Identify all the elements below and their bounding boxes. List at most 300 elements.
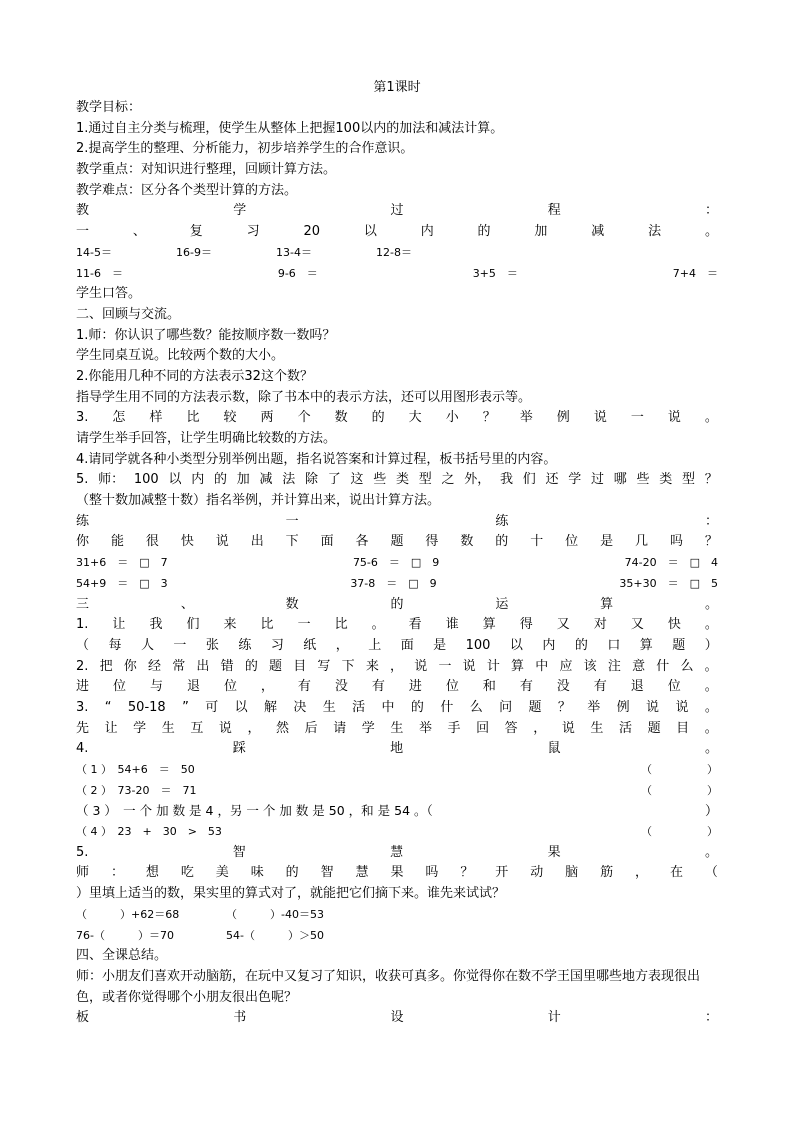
text-token: 举 bbox=[418, 720, 432, 736]
text-token: 4. bbox=[76, 741, 89, 757]
text-token: 写 bbox=[317, 658, 331, 674]
compute-5-prompt bbox=[76, 863, 718, 884]
text-token: 活 bbox=[618, 720, 632, 736]
text-token: 以 bbox=[363, 224, 377, 240]
text-token: 么 bbox=[469, 699, 483, 715]
text-token: 退 bbox=[186, 679, 200, 695]
text-token: 练 bbox=[495, 513, 509, 529]
text-token: 内 bbox=[191, 472, 205, 488]
fill-row-1 bbox=[76, 905, 718, 926]
text-token: 面 bbox=[320, 534, 334, 550]
text-token: 解 bbox=[263, 699, 277, 715]
text-token: 说 bbox=[675, 699, 689, 715]
text-token: 先 bbox=[76, 720, 90, 736]
text-token: 减 bbox=[259, 472, 273, 488]
text-token: 内 bbox=[420, 224, 434, 240]
question-4: 4.请同学就各种小类型分别举例出题，指名说答案和计算过程，板书括号里的内容。 bbox=[76, 451, 557, 467]
text-token: 50-18 bbox=[127, 699, 166, 715]
text-token: 位 bbox=[667, 679, 681, 695]
text-token: 味 bbox=[250, 865, 264, 881]
text-token: 生 bbox=[161, 720, 175, 736]
text-token: 师： bbox=[98, 472, 125, 488]
text-token: 了 bbox=[327, 472, 341, 488]
text-token: ： bbox=[704, 1010, 718, 1026]
text-token: 我 bbox=[499, 472, 513, 488]
text-token: 果 bbox=[390, 865, 404, 881]
text-token: 。 bbox=[704, 720, 718, 736]
text-token: 慧 bbox=[390, 844, 404, 860]
text-token: ？ bbox=[704, 472, 718, 488]
text-token: 、 bbox=[180, 596, 194, 612]
question-2-answer: 指导学生用不同的方法表示数，除了书本中的表示方法，还可以用图形表示等。 bbox=[76, 389, 532, 405]
text-token: 一 bbox=[285, 513, 299, 529]
text-token: 活 bbox=[352, 699, 366, 715]
text-token: 智 bbox=[320, 865, 334, 881]
judge-answer-box: ） bbox=[704, 804, 718, 820]
text-token: 该 bbox=[583, 658, 597, 674]
text-token: 没 bbox=[334, 679, 348, 695]
fill-row-2 bbox=[76, 926, 718, 947]
text-token: 谁 bbox=[445, 617, 459, 633]
text-token: 题 bbox=[269, 658, 283, 674]
fill-item: 76-（ ）＝70 bbox=[76, 928, 174, 942]
text-token: 得 bbox=[519, 617, 533, 633]
text-token: 又 bbox=[630, 617, 644, 633]
question-3 bbox=[76, 408, 718, 429]
text-token: ？ bbox=[704, 534, 718, 550]
text-token: 又 bbox=[556, 617, 570, 633]
text-token: 来 bbox=[365, 658, 379, 674]
question-1-answer: 学生同桌互说。比较两个数的大小。 bbox=[76, 348, 285, 364]
text-token: 习 bbox=[270, 637, 284, 653]
text-token: 。 bbox=[704, 224, 718, 240]
text-token: 例 bbox=[616, 699, 630, 715]
text-token: 、 bbox=[132, 224, 146, 240]
text-token: 。 bbox=[371, 617, 385, 633]
text-token: 。 bbox=[704, 617, 718, 633]
text-token: 一 bbox=[438, 658, 452, 674]
text-token: 下 bbox=[341, 658, 355, 674]
text-token: 手 bbox=[447, 720, 461, 736]
text-token: 有 bbox=[371, 679, 385, 695]
calc-row-2 bbox=[76, 264, 718, 285]
text-token: ， bbox=[390, 658, 404, 674]
process-heading bbox=[76, 201, 718, 222]
text-token: 过 bbox=[390, 203, 404, 219]
text-token: 练 bbox=[76, 513, 90, 529]
text-token: 每 bbox=[108, 637, 122, 653]
calc-item: 9-6 ＝ bbox=[277, 266, 318, 280]
text-token: 可 bbox=[205, 699, 219, 715]
compute-5-heading bbox=[76, 843, 718, 864]
text-token: 退 bbox=[630, 679, 644, 695]
practice-item: 37-8 ＝ □ 9 bbox=[350, 576, 437, 590]
text-token: 型 bbox=[418, 472, 432, 488]
text-token: 3. bbox=[76, 699, 89, 715]
text-token: 。 bbox=[704, 741, 718, 757]
text-token: 一 bbox=[76, 224, 90, 240]
goal-2: 2.提高学生的整理、分析能力，初步培养学生的合作意识。 bbox=[76, 141, 414, 157]
text-token: 师 bbox=[76, 865, 90, 881]
text-token: 数 bbox=[460, 534, 474, 550]
text-token: 哪 bbox=[613, 472, 627, 488]
text-token: （ bbox=[76, 637, 90, 653]
text-token: 5. bbox=[76, 844, 89, 860]
text-token: 例 bbox=[556, 410, 570, 426]
text-token: 题 bbox=[672, 637, 686, 653]
text-token: 计 bbox=[547, 1010, 561, 1026]
fill-item: （ ）+62＝68 bbox=[76, 907, 180, 921]
text-token: 算 bbox=[639, 637, 653, 653]
board-design-heading bbox=[76, 1008, 718, 1029]
text-token: ： bbox=[110, 865, 124, 881]
goal-heading: 教学目标： bbox=[76, 100, 142, 115]
judge-answer-box: （ ） bbox=[641, 825, 718, 839]
compute-5-prompt-cont: ）里填上适当的数，果实里的算式对了，就能把它们摘下来。谁先来试试？ bbox=[76, 886, 506, 902]
text-token: 问 bbox=[499, 699, 513, 715]
text-token: 的 bbox=[213, 472, 227, 488]
fill-item: （ ）-40＝53 bbox=[226, 907, 324, 921]
text-token: ， bbox=[533, 720, 547, 736]
text-token: 注 bbox=[607, 658, 621, 674]
text-token: 题 bbox=[390, 534, 404, 550]
text-token: ？ bbox=[482, 410, 496, 426]
text-token: 些 bbox=[636, 472, 650, 488]
text-token: ， bbox=[247, 720, 261, 736]
text-token: 中 bbox=[535, 658, 549, 674]
text-token: “ bbox=[104, 699, 112, 715]
text-token: 算 bbox=[511, 658, 525, 674]
text-token: 生 bbox=[590, 720, 604, 736]
text-token: 脑 bbox=[565, 865, 579, 881]
calc-item: 14-5＝ bbox=[76, 245, 112, 259]
text-token: 看 bbox=[408, 617, 422, 633]
text-token: 较 bbox=[223, 410, 237, 426]
text-token: 大 bbox=[408, 410, 422, 426]
text-token: 让 bbox=[112, 617, 126, 633]
text-token: 位 bbox=[565, 534, 579, 550]
text-token: 常 bbox=[172, 658, 186, 674]
text-token: 进 bbox=[408, 679, 422, 695]
text-token: 程 bbox=[547, 203, 561, 219]
text-token: ： bbox=[704, 513, 718, 529]
judge-expression: （ 3 ） 一 个 加 数 是 4 ，另 一 个 加 数 是 50 ，和 是 54 。（ bbox=[76, 803, 433, 819]
text-token: 生 bbox=[390, 720, 404, 736]
judge-expression: （ 4 ） 23 + 30 > 53 bbox=[76, 825, 222, 839]
text-token: 习 bbox=[246, 224, 260, 240]
text-token: 么 bbox=[680, 658, 694, 674]
text-token: 以 bbox=[234, 699, 248, 715]
text-token: 之 bbox=[441, 472, 455, 488]
text-token: 吗 bbox=[669, 534, 683, 550]
text-token: ？ bbox=[460, 865, 474, 881]
calc-item: 13-4＝ bbox=[276, 245, 312, 259]
compute-1-note bbox=[76, 636, 718, 657]
text-token: 这 bbox=[350, 472, 364, 488]
text-token: 应 bbox=[559, 658, 573, 674]
text-token: 100 bbox=[133, 472, 159, 488]
text-token: 学 bbox=[133, 720, 147, 736]
text-token: 位 bbox=[223, 679, 237, 695]
text-token: 什 bbox=[656, 658, 670, 674]
text-token: 算 bbox=[482, 617, 496, 633]
text-token: 吃 bbox=[180, 865, 194, 881]
text-token: 5. bbox=[76, 472, 89, 488]
text-token: 决 bbox=[293, 699, 307, 715]
practice-item: 31+6 ＝ □ 7 bbox=[76, 556, 168, 570]
text-token: 把 bbox=[99, 658, 113, 674]
judge-item-2 bbox=[76, 781, 718, 802]
text-token: 智 bbox=[232, 844, 246, 860]
text-token: 一 bbox=[173, 637, 187, 653]
text-token: 教 bbox=[76, 203, 90, 219]
text-token: 比 bbox=[334, 617, 348, 633]
text-token: 没 bbox=[556, 679, 570, 695]
practice-item: 74-20 ＝ □ 4 bbox=[624, 556, 718, 570]
text-token: 20 bbox=[303, 224, 320, 240]
text-token: 一 bbox=[630, 410, 644, 426]
text-token: 然 bbox=[276, 720, 290, 736]
text-token: 你 bbox=[123, 658, 137, 674]
text-token: 地 bbox=[390, 741, 404, 757]
text-token: 错 bbox=[220, 658, 234, 674]
text-token: 题 bbox=[647, 720, 661, 736]
text-token: 练 bbox=[238, 637, 252, 653]
text-token: 加 bbox=[534, 224, 548, 240]
text-token: 法 bbox=[282, 472, 296, 488]
text-token: 慧 bbox=[355, 865, 369, 881]
text-token: 是 bbox=[600, 534, 614, 550]
text-token: 的 bbox=[495, 534, 509, 550]
text-token: 说 bbox=[667, 410, 681, 426]
question-5 bbox=[76, 470, 718, 491]
text-token: 学 bbox=[568, 472, 582, 488]
text-token: 人 bbox=[140, 637, 154, 653]
text-token: 互 bbox=[190, 720, 204, 736]
text-token: 过 bbox=[590, 472, 604, 488]
text-token: 位 bbox=[112, 679, 126, 695]
text-token: 回 bbox=[476, 720, 490, 736]
text-token: 开 bbox=[495, 865, 509, 881]
text-token: 十 bbox=[530, 534, 544, 550]
text-token: 举 bbox=[587, 699, 601, 715]
text-token: 学 bbox=[233, 203, 247, 219]
question-3-answer: 请学生举手回答，让学生明确比较数的方法。 bbox=[76, 431, 337, 446]
section-4-heading: 四、全课总结。 bbox=[76, 948, 168, 964]
text-token: 快 bbox=[180, 534, 194, 550]
text-token: 与 bbox=[149, 679, 163, 695]
compute-3-note bbox=[76, 719, 718, 740]
judge-item-4 bbox=[76, 822, 718, 843]
text-token: 吗 bbox=[425, 865, 439, 881]
text-token: 。 bbox=[704, 679, 718, 695]
text-token: 想 bbox=[145, 865, 159, 881]
practice-item: 75-6 ＝ □ 9 bbox=[352, 556, 440, 570]
text-token: 出 bbox=[196, 658, 210, 674]
text-token: 举 bbox=[519, 410, 533, 426]
practice-prompt bbox=[76, 532, 718, 553]
text-token: ， bbox=[635, 865, 649, 881]
text-token: 能 bbox=[110, 534, 124, 550]
judge-answer-box: （ ） bbox=[641, 763, 718, 776]
document-page bbox=[76, 78, 718, 1029]
text-token: 算 bbox=[600, 596, 614, 612]
practice-heading bbox=[76, 512, 718, 533]
text-token: 和 bbox=[482, 679, 496, 695]
text-token: 有 bbox=[297, 679, 311, 695]
judge-item-1 bbox=[76, 760, 718, 781]
text-token: 小 bbox=[445, 410, 459, 426]
text-token: 经 bbox=[148, 658, 162, 674]
calc-row-1 bbox=[76, 243, 718, 264]
text-token: 目 bbox=[293, 658, 307, 674]
text-token: 板 bbox=[76, 1010, 90, 1026]
practice-item: 35+30 ＝ □ 5 bbox=[619, 576, 718, 590]
text-token: 说 bbox=[414, 658, 428, 674]
text-token: 除 bbox=[304, 472, 318, 488]
text-token: ” bbox=[182, 699, 189, 715]
text-token: 果 bbox=[547, 844, 561, 860]
text-token: 比 bbox=[186, 410, 200, 426]
text-token: 的 bbox=[285, 865, 299, 881]
text-token: 1. bbox=[76, 617, 89, 633]
text-token: 踩 bbox=[232, 741, 246, 757]
text-token: ？ bbox=[557, 699, 571, 715]
text-token: 进 bbox=[76, 679, 90, 695]
text-token: 数 bbox=[285, 596, 299, 612]
compute-2 bbox=[76, 657, 718, 678]
calc-item: 16-9＝ bbox=[176, 245, 212, 259]
calc-item: 7+4 ＝ bbox=[672, 266, 718, 280]
text-token: 说 bbox=[215, 534, 229, 550]
text-token: 让 bbox=[104, 720, 118, 736]
text-token: 是 bbox=[433, 637, 447, 653]
text-token: 们 bbox=[186, 617, 200, 633]
text-token: 100 bbox=[465, 637, 491, 653]
text-token: 样 bbox=[149, 410, 163, 426]
text-token: 。 bbox=[704, 410, 718, 426]
text-token: 运 bbox=[495, 596, 509, 612]
text-token: ： bbox=[704, 203, 718, 219]
text-token: 张 bbox=[205, 637, 219, 653]
section-3-heading bbox=[76, 595, 718, 616]
question-5-answer: （整十数加减整十数）指名举例，并计算出来，说出计算方法。 bbox=[76, 493, 441, 509]
text-token: 数 bbox=[334, 410, 348, 426]
text-token: 。 bbox=[704, 658, 718, 674]
text-token: 美 bbox=[215, 865, 229, 881]
text-token: 有 bbox=[519, 679, 533, 695]
text-token: 法 bbox=[648, 224, 662, 240]
text-token: 的 bbox=[244, 658, 258, 674]
text-token: 复 bbox=[189, 224, 203, 240]
text-token: 一 bbox=[297, 617, 311, 633]
text-token: 类 bbox=[395, 472, 409, 488]
calc-item: 11-6 ＝ bbox=[76, 266, 123, 280]
text-token: 以 bbox=[168, 472, 182, 488]
text-token: 在 bbox=[669, 865, 683, 881]
text-token: 型 bbox=[681, 472, 695, 488]
text-token: 几 bbox=[635, 534, 649, 550]
text-token: 。 bbox=[704, 844, 718, 860]
text-token: 设 bbox=[390, 1010, 404, 1026]
text-token: 的 bbox=[371, 410, 385, 426]
text-token: 个 bbox=[297, 410, 311, 426]
text-token: 以 bbox=[509, 637, 523, 653]
practice-item: 54+9 ＝ □ 3 bbox=[76, 576, 168, 590]
compute-1 bbox=[76, 615, 718, 636]
text-token: 。 bbox=[704, 596, 718, 612]
text-token: 筋 bbox=[600, 865, 614, 881]
section-1-heading bbox=[76, 222, 718, 243]
practice-row-2 bbox=[76, 574, 718, 595]
text-token: 口 bbox=[607, 637, 621, 653]
text-token: 们 bbox=[522, 472, 536, 488]
text-token: 位 bbox=[445, 679, 459, 695]
text-token: 外， bbox=[464, 472, 491, 488]
text-token: 很 bbox=[145, 534, 159, 550]
judge-answer-box: （ ） bbox=[641, 783, 718, 797]
text-token: 什 bbox=[440, 699, 454, 715]
text-token: 出 bbox=[250, 534, 264, 550]
text-token: 说 bbox=[646, 699, 660, 715]
text-token: 还 bbox=[545, 472, 559, 488]
text-token: 后 bbox=[304, 720, 318, 736]
text-token: 类 bbox=[659, 472, 673, 488]
judge-expression: （ 1 ） 54+6 ＝ 50 bbox=[76, 763, 195, 776]
text-token: 快 bbox=[667, 617, 681, 633]
text-token: 目 bbox=[676, 720, 690, 736]
text-token: 各 bbox=[355, 534, 369, 550]
calc-item: 3+5 ＝ bbox=[472, 266, 518, 280]
text-token: 上 bbox=[368, 637, 382, 653]
text-token: （ bbox=[704, 865, 718, 881]
text-token: 对 bbox=[593, 617, 607, 633]
text-token: 答 bbox=[504, 720, 518, 736]
text-token: 中 bbox=[381, 699, 395, 715]
text-token: 下 bbox=[285, 534, 299, 550]
text-token: 。 bbox=[704, 699, 718, 715]
text-token: 你 bbox=[76, 534, 90, 550]
oral-answer: 学生口答。 bbox=[76, 286, 142, 302]
calc-item: 12-8＝ bbox=[376, 245, 412, 259]
text-token: 生 bbox=[322, 699, 336, 715]
text-token: 说 bbox=[593, 410, 607, 426]
text-token: 些 bbox=[373, 472, 387, 488]
text-token: 面 bbox=[400, 637, 414, 653]
text-token: 3. bbox=[76, 410, 89, 426]
text-token: 三 bbox=[76, 596, 90, 612]
judge-expression: （ 2 ） 73-20 ＝ 71 bbox=[76, 783, 197, 797]
text-token: ） bbox=[704, 637, 718, 653]
compute-4-heading bbox=[76, 739, 718, 760]
text-token: 计 bbox=[486, 658, 500, 674]
text-token: 我 bbox=[149, 617, 163, 633]
text-token: 比 bbox=[260, 617, 274, 633]
goal-1: 1.通过自主分类与梳理，使学生从整体上把握100以内的加法和减法计算。 bbox=[76, 120, 504, 136]
text-token: 题 bbox=[528, 699, 542, 715]
text-token: 的 bbox=[574, 637, 588, 653]
text-token: 纸 bbox=[303, 637, 317, 653]
text-token: 书 bbox=[233, 1010, 247, 1026]
text-token: ， bbox=[260, 679, 274, 695]
text-token: 学 bbox=[361, 720, 375, 736]
difficult-point: 教学难点：区分各个类型计算的方法。 bbox=[76, 182, 298, 198]
text-token: 的 bbox=[410, 699, 424, 715]
text-token: 说 bbox=[462, 658, 476, 674]
key-point: 教学重点：对知识进行整理，回顾计算方法。 bbox=[76, 162, 337, 178]
text-token: 得 bbox=[425, 534, 439, 550]
section-2-heading: 二、回顾与交流。 bbox=[76, 306, 181, 322]
